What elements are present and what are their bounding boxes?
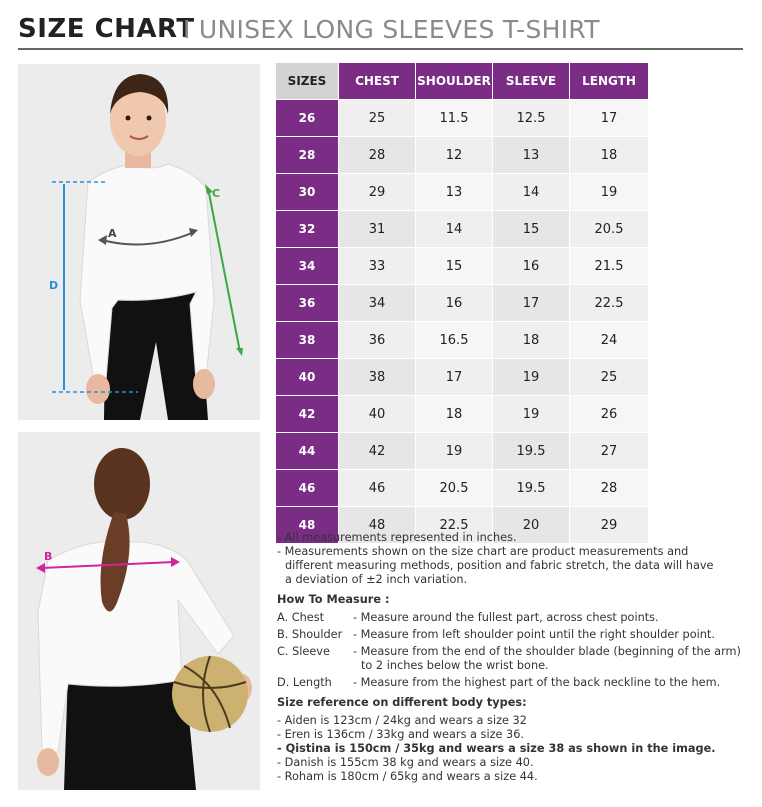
sleeve-cell: 14 <box>493 174 570 211</box>
sleeve-cell: 19 <box>493 396 570 433</box>
table-row <box>276 100 649 137</box>
length-cell: 20.5 <box>570 211 649 248</box>
shoulder-cell: 16 <box>416 285 493 322</box>
how-to-measure-heading: How To Measure : <box>277 593 390 606</box>
sleeve-cell: 19.5 <box>493 470 570 507</box>
front-view-photo <box>18 64 260 420</box>
chest-cell: 25 <box>339 100 416 137</box>
measure-key: B. Shoulder <box>277 628 343 641</box>
chest-cell: 36 <box>339 322 416 359</box>
note-measurements-line3: a deviation of ±2 inch variation. <box>285 573 468 586</box>
table-row <box>276 211 649 248</box>
chest-cell: 34 <box>339 285 416 322</box>
size-reference-item: - Roham is 180cm / 65kg and wears a size 44. <box>277 770 538 783</box>
size-chart-table <box>276 63 649 544</box>
length-cell: 27 <box>570 433 649 470</box>
length-cell: 24 <box>570 322 649 359</box>
sleeve-cell: 13 <box>493 137 570 174</box>
sleeve-cell: 17 <box>493 285 570 322</box>
size-reference-item-highlighted: - Qistina is 150cm / 35kg and wears a size 38 as shown in the image. <box>277 742 716 755</box>
measure-key: A. Chest <box>277 611 325 624</box>
back-view-photo <box>18 432 260 790</box>
chest-cell: 28 <box>339 137 416 174</box>
sleeve-cell: 16 <box>493 248 570 285</box>
size-cell: 30 <box>276 174 339 211</box>
table-row <box>276 174 649 211</box>
measure-d-label: D <box>49 279 59 292</box>
measure-a-label: A <box>108 227 117 240</box>
size-cell: 28 <box>276 137 339 174</box>
table-row <box>276 285 649 322</box>
page-subtitle: I UNISEX LONG SLEEVES T-SHIRT <box>183 15 600 44</box>
size-reference-item: - Eren is 136cm / 33kg and wears a size 36. <box>277 728 525 741</box>
header-sizes: SIZES <box>276 63 339 100</box>
shoulder-cell: 16.5 <box>416 322 493 359</box>
shoulder-cell: 22.5 <box>416 507 493 544</box>
sleeve-cell: 20 <box>493 507 570 544</box>
measure-key: C. Sleeve <box>277 645 330 658</box>
size-cell: 42 <box>276 396 339 433</box>
table-row <box>276 433 649 470</box>
table-row <box>276 470 649 507</box>
sleeve-cell: 19 <box>493 359 570 396</box>
length-cell: 18 <box>570 137 649 174</box>
measure-c-label: C <box>212 187 221 200</box>
header-sleeve: SLEEVE <box>493 63 570 100</box>
size-cell: 44 <box>276 433 339 470</box>
notes-section <box>277 531 752 784</box>
chest-cell: 29 <box>339 174 416 211</box>
size-cell: 38 <box>276 322 339 359</box>
shoulder-cell: 11.5 <box>416 100 493 137</box>
size-cell: 32 <box>276 211 339 248</box>
note-measurements-line2: different measuring methods, position and fabric stretch, the data will have <box>285 559 714 572</box>
size-reference-heading: Size reference on different body types: <box>277 696 527 709</box>
size-cell: 26 <box>276 100 339 137</box>
sleeve-cell: 15 <box>493 211 570 248</box>
sleeve-cell: 12.5 <box>493 100 570 137</box>
sleeve-cell: 18 <box>493 322 570 359</box>
table-row <box>276 137 649 174</box>
front-view-illustration <box>18 64 260 420</box>
note-measurements: - Measurements shown on the size chart are product measurements and <box>277 545 689 558</box>
shoulder-cell: 19 <box>416 433 493 470</box>
size-cell: 40 <box>276 359 339 396</box>
measure-item-length <box>277 676 752 690</box>
chest-cell: 31 <box>339 211 416 248</box>
shoulder-cell: 13 <box>416 174 493 211</box>
chest-cell: 40 <box>339 396 416 433</box>
shoulder-cell: 15 <box>416 248 493 285</box>
measure-item-shoulder <box>277 628 752 642</box>
header-shoulder: SHOULDER <box>416 63 493 100</box>
length-cell: 26 <box>570 396 649 433</box>
measure-b-label: B <box>44 550 53 563</box>
chest-cell: 42 <box>339 433 416 470</box>
length-cell: 22.5 <box>570 285 649 322</box>
table-row <box>276 396 649 433</box>
measure-desc: - Measure from the end of the shoulder blade (beginning of the arm) <box>353 645 741 658</box>
page-header <box>18 12 743 50</box>
chest-cell: 38 <box>339 359 416 396</box>
shoulder-cell: 18 <box>416 396 493 433</box>
header-length: LENGTH <box>570 63 649 100</box>
length-cell: 25 <box>570 359 649 396</box>
chest-cell: 33 <box>339 248 416 285</box>
length-cell: 28 <box>570 470 649 507</box>
back-view-illustration <box>18 432 260 790</box>
measure-key: D. Length <box>277 676 332 689</box>
table-row <box>276 322 649 359</box>
size-cell: 46 <box>276 470 339 507</box>
length-cell: 21.5 <box>570 248 649 285</box>
measure-item-chest <box>277 611 752 625</box>
shoulder-cell: 12 <box>416 137 493 174</box>
table-row <box>276 248 649 285</box>
shoulder-cell: 17 <box>416 359 493 396</box>
shoulder-cell: 20.5 <box>416 470 493 507</box>
chest-cell: 48 <box>339 507 416 544</box>
measure-item-sleeve <box>277 645 752 673</box>
chest-cell: 46 <box>339 470 416 507</box>
size-cell: 48 <box>276 507 339 544</box>
size-reference-item: - Aiden is 123cm / 24kg and wears a size 32 <box>277 714 527 727</box>
table-row <box>276 359 649 396</box>
length-cell: 17 <box>570 100 649 137</box>
note-inches: - All measurements represented in inches. <box>277 531 517 544</box>
measure-desc: - Measure from left shoulder point until the right shoulder point. <box>353 628 715 641</box>
header-chest: CHEST <box>339 63 416 100</box>
length-cell: 29 <box>570 507 649 544</box>
size-cell: 34 <box>276 248 339 285</box>
measure-desc: - Measure from the highest part of the back neckline to the hem. <box>353 676 721 689</box>
measure-desc-line2: to 2 inches below the wrist bone. <box>361 659 549 672</box>
length-cell: 19 <box>570 174 649 211</box>
measure-desc: - Measure around the fullest part, across chest points. <box>353 611 659 624</box>
sleeve-cell: 19.5 <box>493 433 570 470</box>
shoulder-cell: 14 <box>416 211 493 248</box>
size-reference-item: - Danish is 155cm 38 kg and wears a size 40. <box>277 756 534 769</box>
size-cell: 36 <box>276 285 339 322</box>
table-header-row <box>276 63 649 100</box>
page-title: SIZE CHART <box>18 14 195 44</box>
